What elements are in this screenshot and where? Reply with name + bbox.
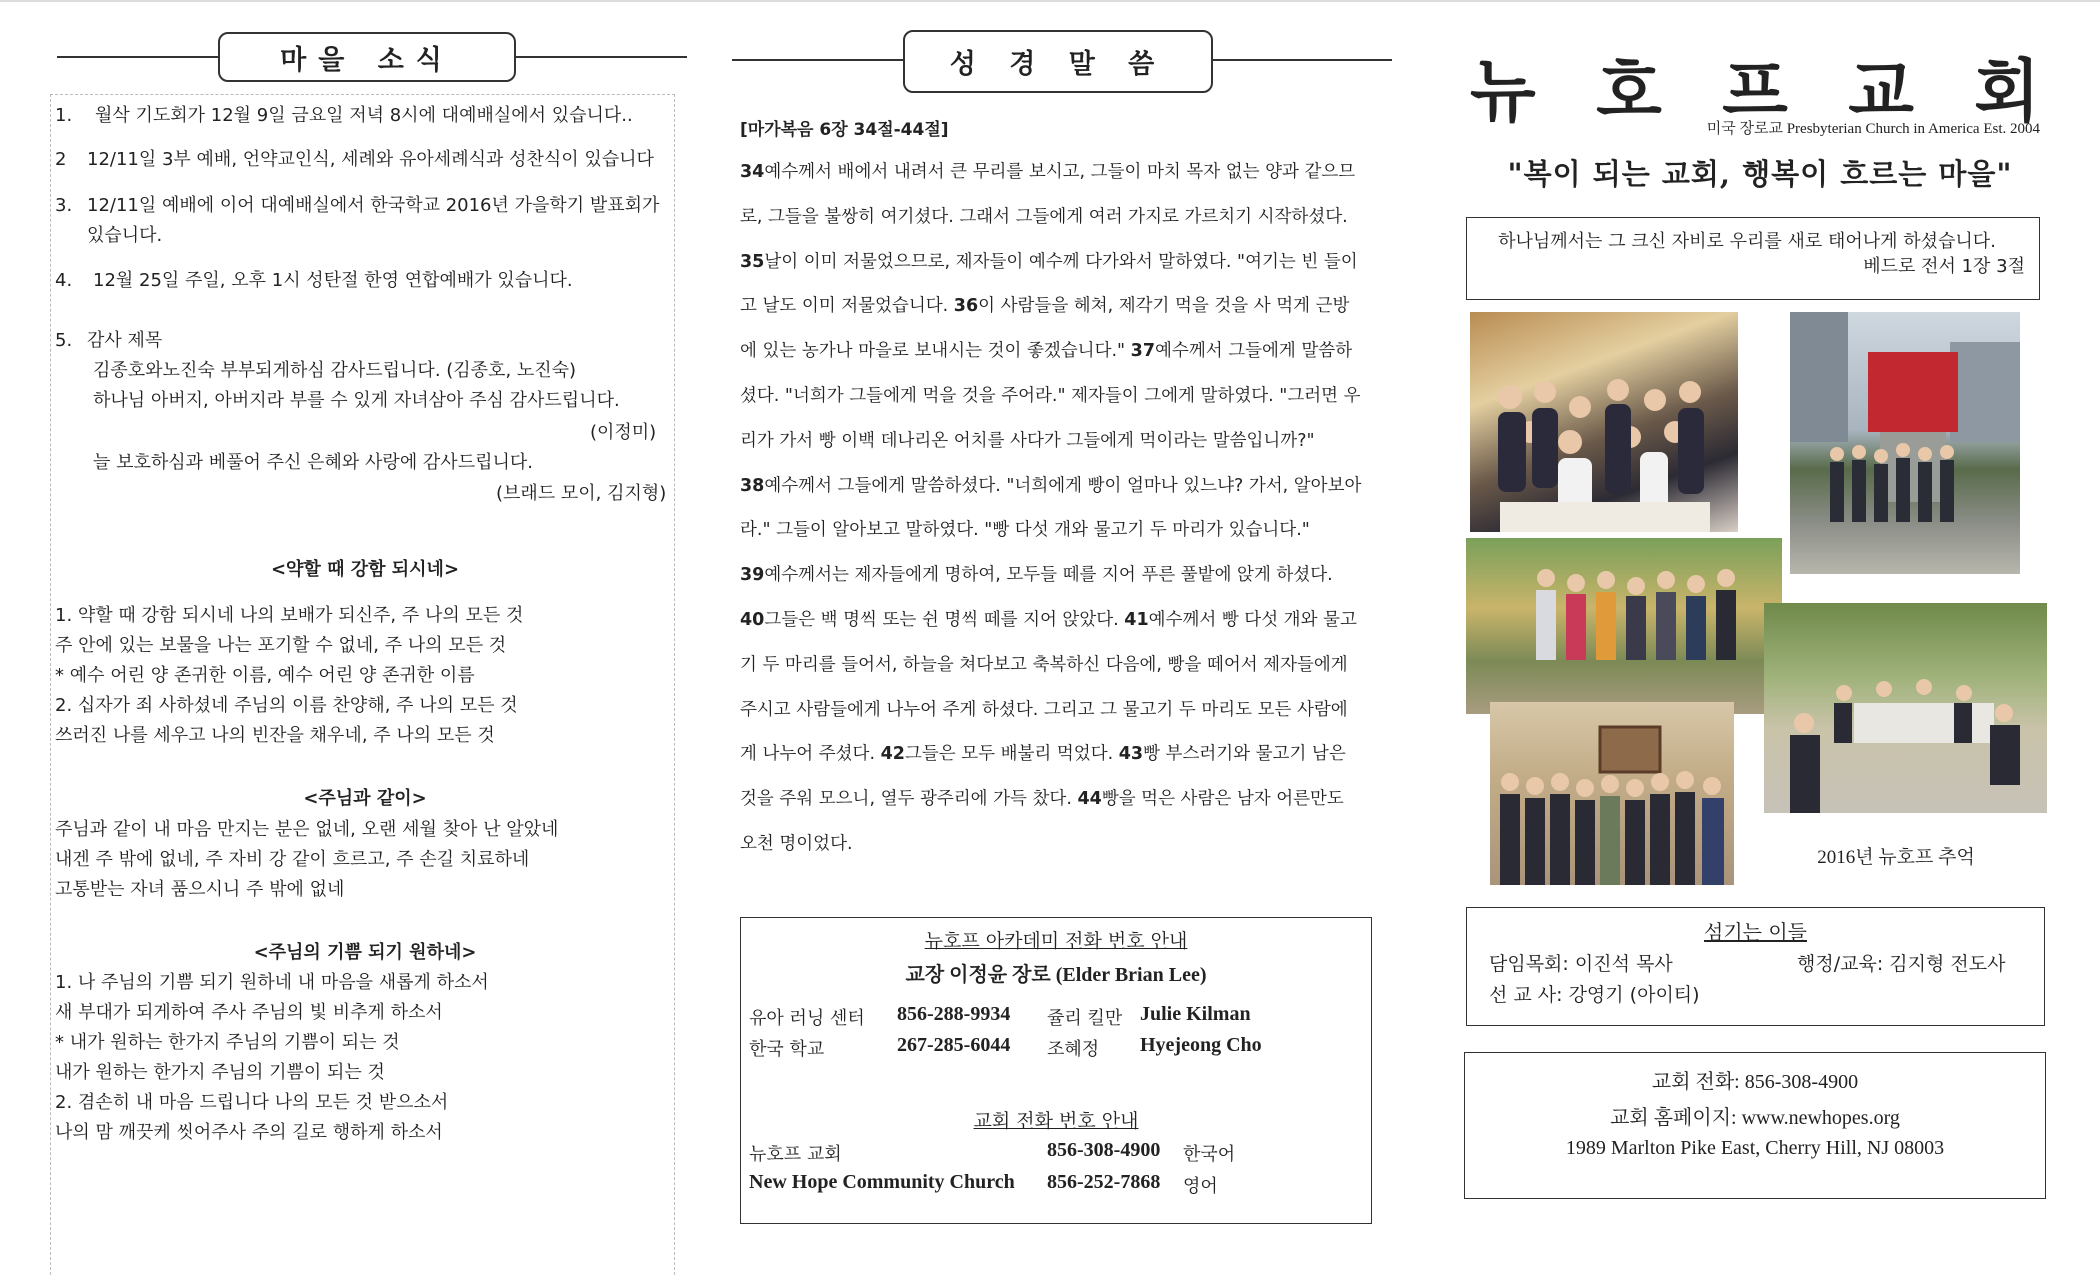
servants-title: 섬기는 이들 bbox=[1704, 920, 1807, 944]
news-item bbox=[55, 145, 675, 175]
picnic-photo-figures bbox=[1764, 603, 2047, 813]
verse-text-segment: 빵을 먹은 사람은 남자 어른만도 bbox=[1101, 789, 1344, 810]
news-item-text: 12/11일 3부 예배, 언약교인식, 세례와 유아세례식과 성찬식이 있습니다 bbox=[87, 149, 654, 170]
contact-person-ko: 조혜정 bbox=[1047, 1039, 1100, 1060]
verse-text-segment: 예수께서는 제자들에게 명하여, 모두들 떼를 지어 푸른 풀밭에 앉게 하셨다. bbox=[764, 565, 1333, 586]
church-phone: 교회 전화: 856-308-4900 bbox=[1651, 1071, 1859, 1093]
news-header-label: 마을 소식 bbox=[280, 44, 454, 76]
contact-phone: 267-285-6044 bbox=[897, 1034, 1011, 1056]
song-title: <주님과 같이> bbox=[303, 788, 427, 809]
verse-text-segment: 이 사람들을 헤쳐, 제각기 먹을 것을 사 먹게 근방 bbox=[978, 296, 1350, 317]
academy-title: 뉴호프 아카데미 전화 번호 안내 bbox=[924, 930, 1188, 952]
scripture-line bbox=[740, 508, 1370, 553]
picnic-photo bbox=[1764, 603, 2047, 813]
outdoor-group-photo bbox=[1466, 538, 1782, 714]
thanks-line: 하나님 아버지, 아버지라 부를 수 있게 자녀삼아 주심 감사드립니다. bbox=[93, 390, 620, 411]
church-contact-lang: 영어 bbox=[1183, 1176, 1218, 1197]
verse-text-segment: 예수께서 그들에게 말씀하셨다. "너희에게 빵이 얼마나 있느냐? 가서, 알아보아 bbox=[764, 475, 1362, 496]
servants-box bbox=[1466, 907, 2045, 1026]
news-item bbox=[55, 101, 675, 131]
church-contact-lang: 한국어 bbox=[1183, 1144, 1236, 1165]
verse-number: 44 bbox=[1077, 789, 1102, 810]
verse-text-segment: 리가 가서 빵 이백 데나리온 어치를 사다가 그들에게 먹이라는 말씀입니까?" bbox=[740, 430, 1315, 451]
church-phone-title: 교회 전화 번호 안내 bbox=[973, 1110, 1139, 1132]
song-title: <약할 때 강함 되시네> bbox=[270, 559, 460, 580]
song-line: 내가 원하는 한가지 주님의 기쁨이 되는 것 bbox=[55, 1062, 385, 1083]
verse-text-segment: 날이 이미 저물었으므로, 제자들이 예수께 다가와서 말하였다. "여기는 빈 들이 bbox=[764, 251, 1358, 272]
verse-text-segment: 라." 그들이 알아보고 말하였다. "빵 다섯 개와 물고기 두 마리가 있습니다." bbox=[740, 520, 1310, 541]
scripture-line bbox=[740, 284, 1370, 329]
song-line: 1. 나 주님의 기쁨 되기 원하네 내 마음을 새롭게 하소서 bbox=[55, 972, 489, 993]
servant-missionary: 선 교 사: 강영기 (아이티) bbox=[1489, 984, 1700, 1006]
song-line: 2. 겸손히 내 마음 드립니다 나의 모든 것 받으소서 bbox=[55, 1092, 449, 1113]
verse-number: 39 bbox=[740, 565, 765, 586]
scripture-text bbox=[740, 150, 1370, 867]
scripture-reference: [마가복음 6장 34절-44절] bbox=[740, 120, 949, 140]
outdoor-group-photo-figures bbox=[1466, 538, 1782, 714]
church-affiliation: 미국 장로교 Presbyterian Church in America Est. 2004 bbox=[1706, 121, 2040, 137]
photos-caption: 2016년 뉴호프 추억 bbox=[1817, 847, 1975, 868]
verse-text-segment: 예수께서 그들에게 말씀하 bbox=[1155, 341, 1353, 362]
scripture-line bbox=[740, 777, 1370, 822]
scripture-line bbox=[740, 643, 1370, 688]
verse-number: 40 bbox=[740, 609, 765, 630]
news-item-text-cont: 있습니다. bbox=[87, 225, 163, 246]
song-title: <주님의 기쁨 되기 원하네> bbox=[253, 942, 477, 963]
scripture-line bbox=[740, 822, 1370, 867]
verse-text-segment: 것을 주워 모으니, 열두 광주리에 가득 찼다. bbox=[740, 789, 1078, 810]
news-item bbox=[55, 191, 675, 251]
scripture-line bbox=[740, 150, 1370, 195]
academy-principal: 교장 이정윤 장로 (Elder Brian Lee) bbox=[905, 964, 1207, 986]
church-contact-phone: 856-252-7868 bbox=[1047, 1171, 1161, 1193]
verse-text-segment: 고 날도 이미 저물었습니다. bbox=[740, 296, 954, 317]
verse-text-segment: 에 있는 농가나 마을로 보내시는 것이 좋겠습니다." bbox=[740, 341, 1131, 362]
verse-number: 41 bbox=[1124, 609, 1149, 630]
song-line: 고통받는 자녀 품으시니 주 밖에 없네 bbox=[55, 879, 345, 900]
verse-text-segment: 로, 그들을 불쌍히 여기셨다. 그래서 그들에게 여러 가지로 가르치기 시작하셨다. bbox=[740, 206, 1348, 227]
song-line: 새 부대가 되게하여 주사 주님의 빛 비추게 하소서 bbox=[55, 1002, 443, 1023]
song-line: * 내가 원하는 한가지 주님의 기쁨이 되는 것 bbox=[55, 1032, 400, 1053]
scripture-line bbox=[740, 329, 1370, 374]
news-item-number: 3. bbox=[55, 195, 73, 216]
verse-text-segment: 기 두 마리를 들어서, 하늘을 쳐다보고 축복하신 다음에, 빵을 떼어서 제자들에게 bbox=[740, 654, 1348, 675]
news-item-text: 월삭 기도회가 12월 9일 금요일 저녁 8시에 대예배실에서 있습니다.. bbox=[95, 105, 633, 126]
servant-pastor: 담임목회: 이진석 목사 bbox=[1489, 953, 1673, 975]
love-park-photo-scene bbox=[1790, 312, 2020, 574]
thanks-heading bbox=[55, 326, 675, 356]
church-name-char: 프 bbox=[1722, 53, 1788, 132]
verse-text: 하나님께서는 그 크신 자비로 우리를 새로 태어나게 하셨습니다. bbox=[1498, 231, 1996, 252]
verse-text-segment: 예수께서 배에서 내려서 큰 무리를 보시고, 그들이 마치 목자 없는 양과 같으므 bbox=[764, 162, 1356, 182]
verse-text-segment: 예수께서 빵 다섯 개와 물고 bbox=[1148, 609, 1357, 630]
church-contact-phone: 856-308-4900 bbox=[1047, 1139, 1161, 1161]
church-homepage: 교회 홈페이지: www.newhopes.org bbox=[1610, 1107, 1900, 1129]
contact-person-en: Julie Kilman bbox=[1140, 1003, 1251, 1025]
verse-box bbox=[1466, 217, 2040, 300]
contact-name: 유아 러닝 센터 bbox=[749, 1008, 865, 1029]
scripture-header bbox=[903, 30, 1213, 93]
love-park-photo bbox=[1790, 312, 2020, 574]
news-item-number: 2 bbox=[55, 149, 67, 170]
scripture-line bbox=[740, 195, 1370, 240]
news-header bbox=[218, 32, 516, 82]
scripture-line bbox=[740, 464, 1370, 509]
song-line: 주님과 같이 내 마음 만지는 분은 없네, 오랜 세월 찾아 난 알았네 bbox=[55, 819, 559, 840]
thanks-title: 감사 제목 bbox=[87, 330, 163, 351]
song-line: 1. 약할 때 강함 되시네 나의 보배가 되신주, 주 나의 모든 것 bbox=[55, 605, 524, 626]
song-line: 쓰러진 나를 세우고 나의 빈잔을 채우네, 주 나의 모든 것 bbox=[55, 725, 495, 746]
group-photo-dinner bbox=[1470, 312, 1738, 532]
church-name-char: 회 bbox=[1974, 53, 2040, 132]
news-item-text: 12월 25일 주일, 오후 1시 성탄절 한영 연합예배가 있습니다. bbox=[93, 270, 573, 291]
indoor-group-photo bbox=[1490, 702, 1734, 885]
news-item bbox=[55, 266, 675, 296]
church-contact-name: 뉴호프 교회 bbox=[749, 1144, 842, 1165]
servant-admin: 행정/교육: 김지형 전도사 bbox=[1797, 953, 2006, 975]
indoor-group-photo-figures bbox=[1490, 702, 1734, 885]
scripture-header-label: 성 경 말 씀 bbox=[949, 49, 1167, 80]
thanks-line: 김종호와노진숙 부부되게하심 감사드립니다. (김종호, 노진숙) bbox=[93, 360, 577, 381]
group-photo-dinner-figures bbox=[1470, 312, 1738, 532]
church-contact-name: New Hope Community Church bbox=[749, 1171, 1015, 1193]
verse-number: 34 bbox=[740, 162, 765, 182]
verse-number: 42 bbox=[880, 744, 905, 765]
verse-number: 36 bbox=[953, 296, 979, 317]
song-line: 나의 맘 깨끗케 씻어주사 주의 길로 행하게 하소서 bbox=[55, 1122, 443, 1143]
thanks-number: 5. bbox=[55, 330, 73, 351]
song-line: 2. 십자가 죄 사하셨네 주님의 이름 찬양해, 주 나의 모든 것 bbox=[55, 695, 518, 716]
contact-person-en: Hyejeong Cho bbox=[1140, 1034, 1262, 1056]
verse-text-segment: 셨다. "너희가 그들에게 먹을 것을 주어라." 제자들이 그에게 말하였다. "그러면 우 bbox=[740, 385, 1361, 406]
scripture-line bbox=[740, 374, 1370, 419]
news-item-number: 1. bbox=[55, 105, 73, 126]
news-item-number: 4. bbox=[55, 270, 73, 291]
song-line: 주 안에 있는 보물을 나는 포기할 수 없네, 주 나의 모든 것 bbox=[55, 635, 507, 656]
thanks-line: 늘 보호하심과 베풀어 주신 은혜와 사랑에 감사드립니다. bbox=[93, 452, 533, 473]
verse-number: 35 bbox=[740, 251, 765, 272]
scripture-line bbox=[740, 732, 1370, 777]
church-motto: "복이 되는 교회, 행복이 흐르는 마을" bbox=[1507, 157, 2013, 191]
scripture-line bbox=[740, 240, 1370, 285]
scripture-line bbox=[740, 598, 1370, 643]
church-name-char: 뉴 bbox=[1470, 53, 1536, 132]
verse-reference: 베드로 전서 1장 3절 bbox=[1863, 256, 2025, 277]
top-border bbox=[0, 0, 2100, 2]
verse-text-segment: 그들은 백 명씩 또는 쉰 명씩 떼를 지어 앉았다. bbox=[764, 609, 1125, 630]
verse-number: 43 bbox=[1118, 744, 1144, 765]
verse-number: 37 bbox=[1130, 341, 1156, 362]
church-address: 1989 Marlton Pike East, Cherry Hill, NJ 08003 bbox=[1565, 1137, 1945, 1159]
church-info-box bbox=[1464, 1052, 2046, 1199]
verse-text-segment: 게 나누어 주셨다. bbox=[740, 744, 881, 765]
verse-text-segment: 오천 명이었다. bbox=[740, 833, 853, 854]
verse-text-segment: 빵 부스러기와 물고기 남은 bbox=[1143, 744, 1346, 765]
scripture-line bbox=[740, 419, 1370, 464]
verse-number: 38 bbox=[740, 475, 765, 496]
song-line: * 예수 어린 양 존귀한 이름, 예수 어린 양 존귀한 이름 bbox=[55, 665, 475, 686]
verse-text-segment: 주시고 사람들에게 나누어 주게 하셨다. 그리고 그 물고기 두 마리도 모든 사람에 bbox=[740, 699, 1348, 720]
thanks-attribution: (이정미) bbox=[590, 422, 657, 443]
church-name-char: 교 bbox=[1848, 53, 1914, 132]
scripture-line bbox=[740, 688, 1370, 733]
contact-phone: 856-288-9934 bbox=[897, 1003, 1011, 1025]
academy-contact-box bbox=[740, 917, 1372, 1224]
contact-person-ko: 쥴리 킬만 bbox=[1047, 1008, 1123, 1029]
song-line: 내겐 주 밖에 없네, 주 자비 강 같이 흐르고, 주 손길 치료하네 bbox=[55, 849, 530, 870]
thanks-attribution: (브래드 모이, 김지형) bbox=[496, 483, 667, 504]
scripture-line bbox=[740, 553, 1370, 598]
news-item-text: 12/11일 예배에 이어 대예배실에서 한국학교 2016년 가을학기 발표회가 bbox=[87, 195, 660, 216]
church-name-char: 호 bbox=[1596, 53, 1662, 132]
contact-name: 한국 학교 bbox=[749, 1039, 825, 1060]
verse-text-segment: 그들은 모두 배불리 먹었다. bbox=[904, 744, 1119, 765]
